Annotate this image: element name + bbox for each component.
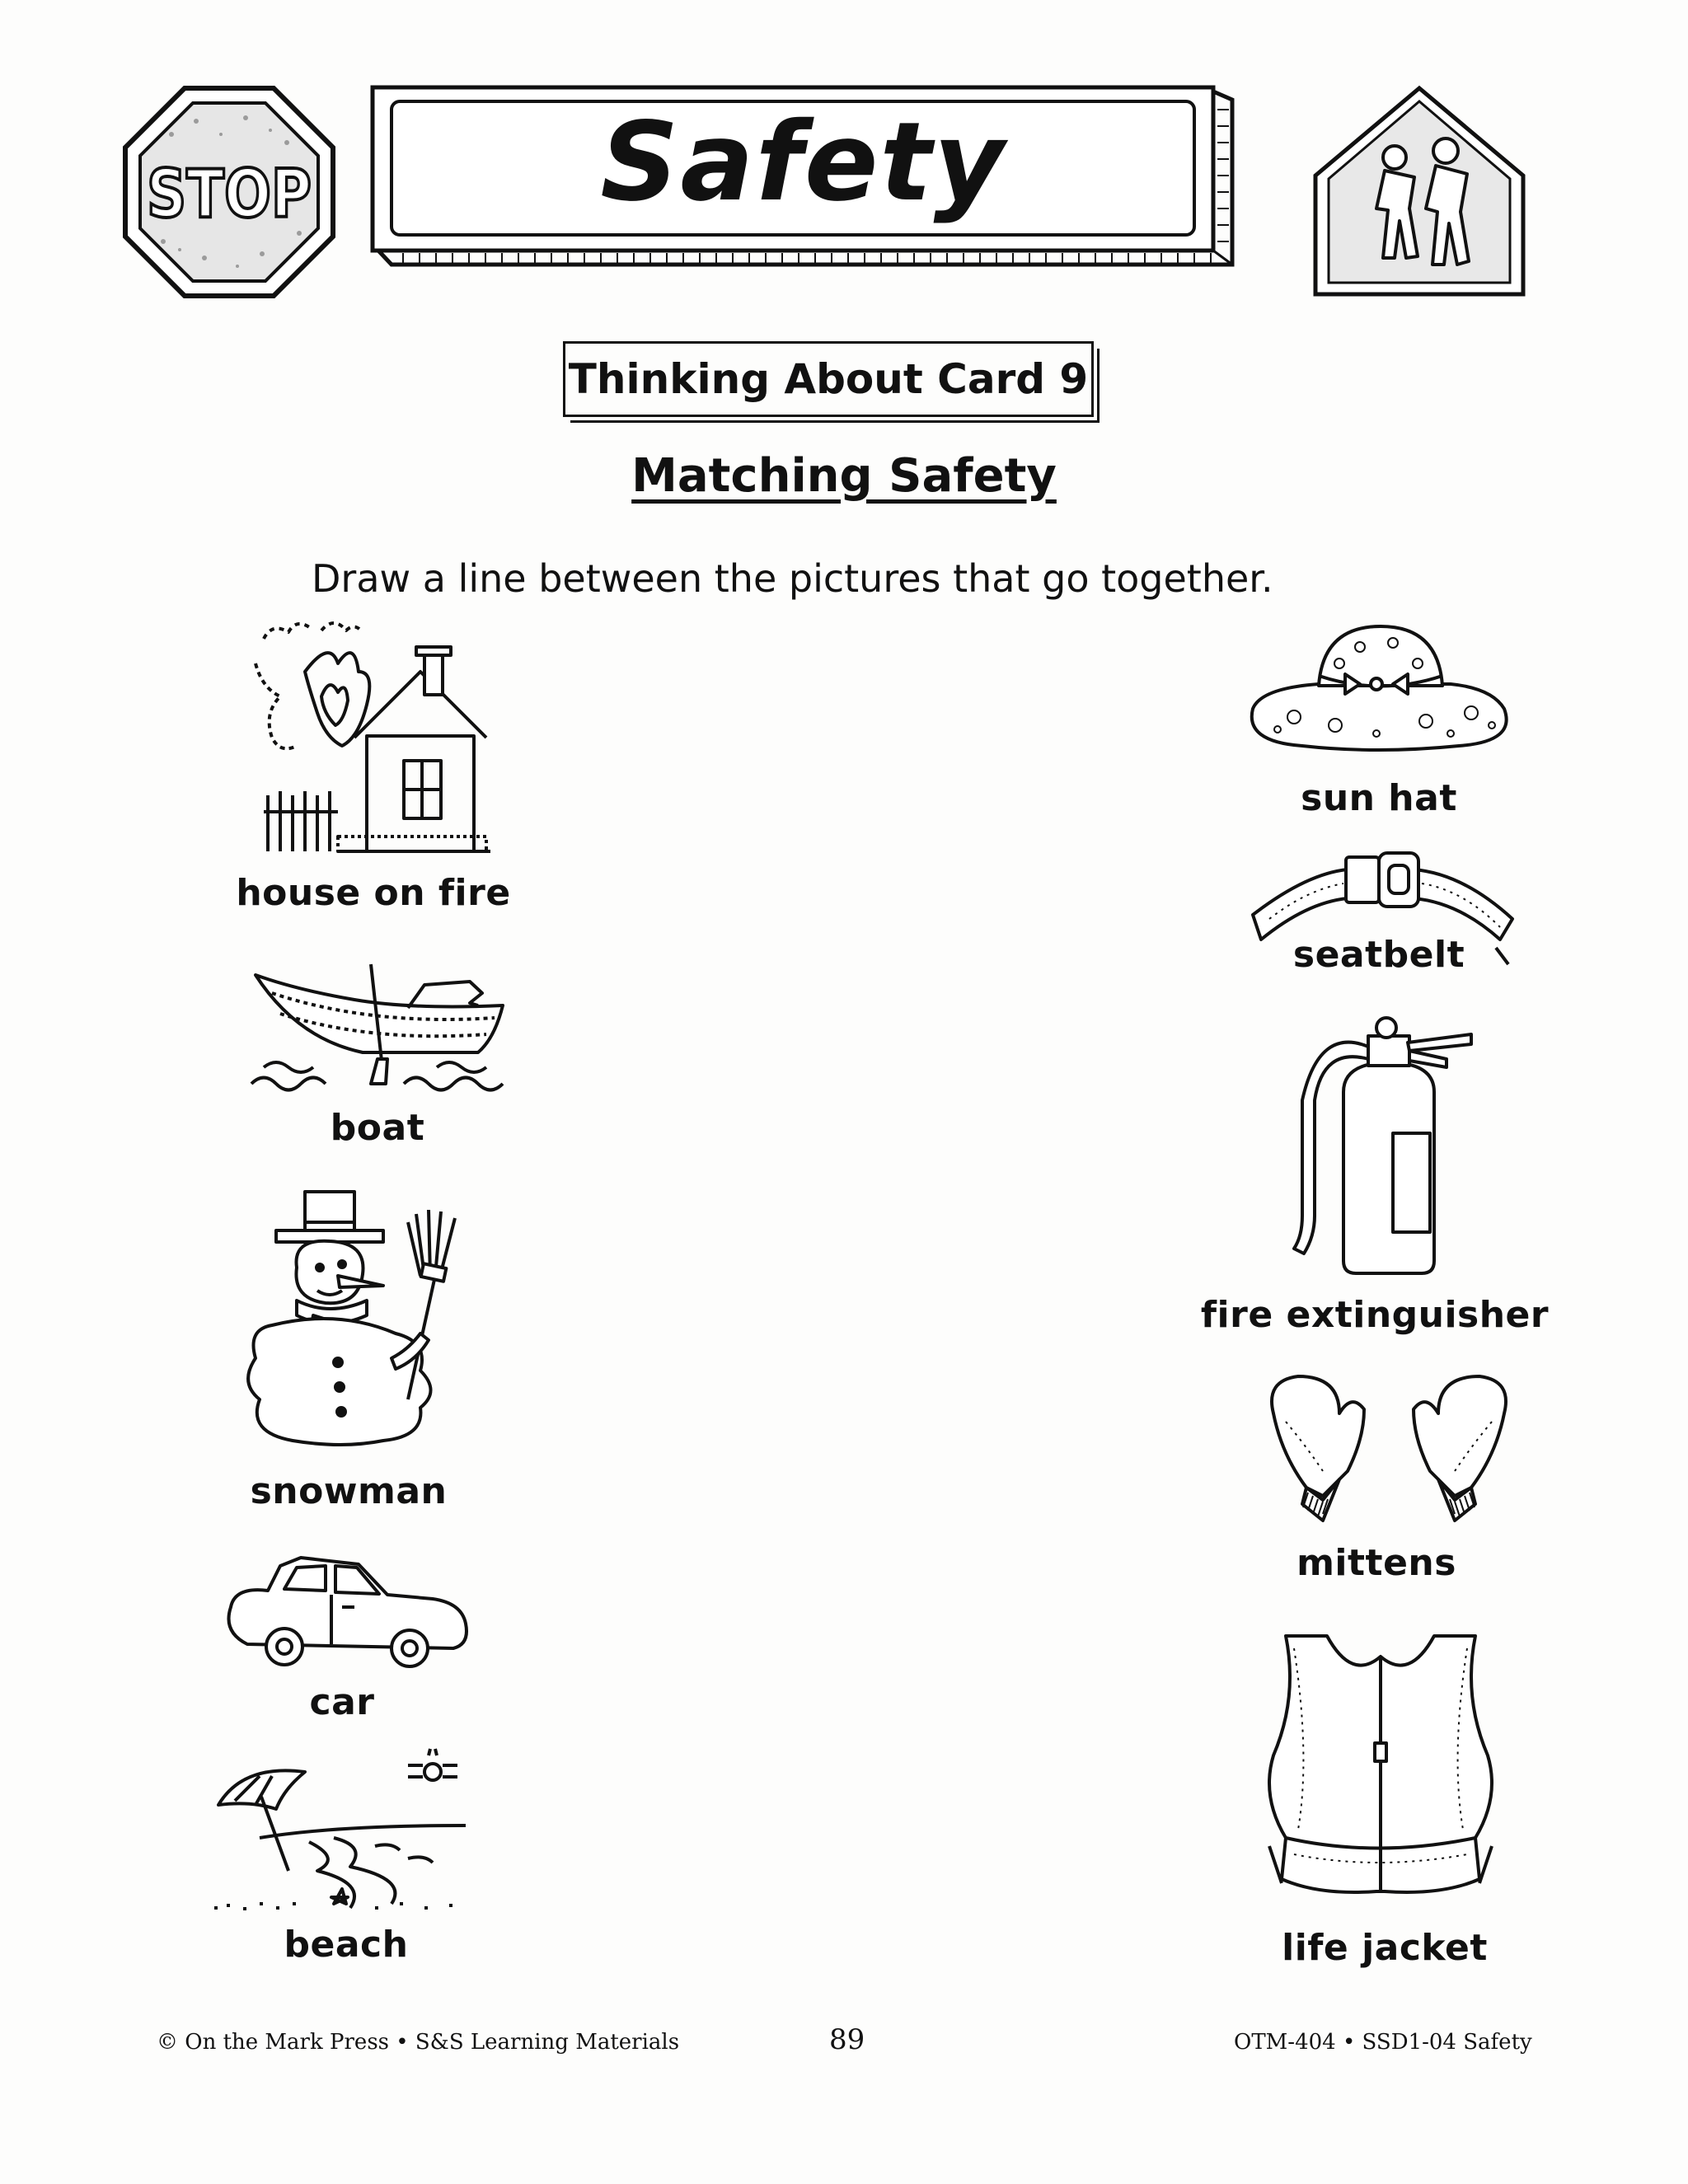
school-crossing-sign-icon	[1312, 85, 1526, 298]
list-item-label: fire extinguisher	[1200, 1294, 1550, 1336]
list-item-label: seatbelt	[1292, 934, 1465, 976]
footer-series: OTM-404 • SSD1-04 Safety	[1234, 2030, 1532, 2055]
list-item-label: life jacket	[1282, 1927, 1488, 1969]
list-item-label: beach	[284, 1924, 409, 1966]
stop-sign-icon	[122, 85, 336, 299]
boat-icon	[247, 960, 511, 1100]
list-item-label: sun hat	[1301, 777, 1457, 819]
page-title: Safety	[600, 99, 1006, 226]
worksheet-subtitle: Matching Safety	[631, 449, 1057, 503]
fire-extinguisher-icon	[1286, 1010, 1475, 1277]
life-jacket-icon	[1253, 1632, 1508, 1900]
list-item-label: car	[309, 1681, 375, 1723]
instructions: Draw a line between the pictures that go together.	[312, 556, 1273, 601]
house-on-fire-icon	[247, 614, 511, 861]
card-label	[563, 341, 1094, 417]
stop-sign-text: STOP	[147, 156, 312, 232]
list-item-label: boat	[330, 1107, 425, 1149]
page-number: 89	[829, 2023, 865, 2056]
car-icon	[218, 1549, 474, 1673]
footer-publisher: © On the Mark Press • S&S Learning Materials	[157, 2030, 680, 2055]
list-item-label: snowman	[250, 1470, 448, 1512]
mittens-icon	[1257, 1372, 1521, 1525]
card-label-text: Thinking About Card 9	[568, 355, 1089, 403]
list-item-label: house on fire	[236, 872, 511, 914]
snowman-icon	[239, 1185, 495, 1449]
sun-hat-icon	[1245, 618, 1512, 750]
list-item-label: mittens	[1296, 1542, 1456, 1584]
beach-icon	[210, 1747, 474, 1916]
